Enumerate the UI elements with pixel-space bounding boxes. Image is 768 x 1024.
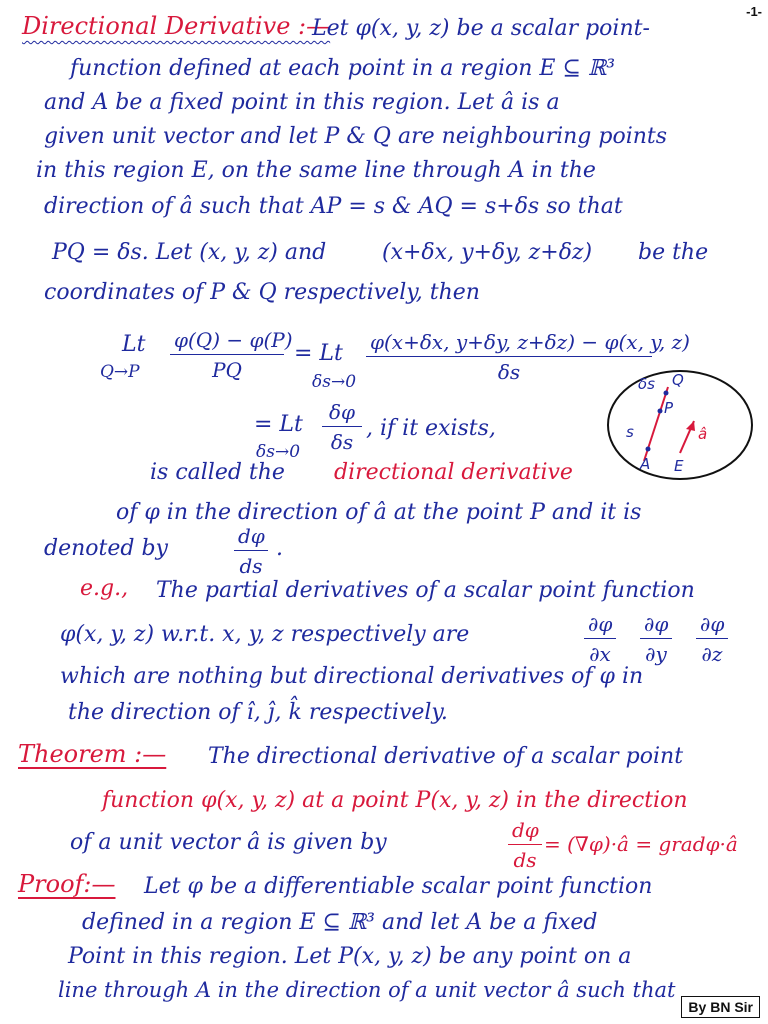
point-p-dot [658,409,663,414]
point-q-dot [664,391,669,396]
partial-z-denominator: ∂z [701,642,723,666]
proof-label: Proof:— [18,870,116,898]
intro-line-5: in this region E, on the same line through A in the [36,158,596,183]
theorem-line-2: function φ(x, y, z) at a point P(x, y, z) in the direction [102,788,688,813]
partial-z-numerator: ∂φ [696,612,728,639]
eq2-lt-subscript: δs→0 [256,442,301,462]
theorem-line-3: of a unit vector â is given by [70,830,387,855]
intro-line-8: coordinates of P & Q respectively, then [44,280,480,305]
intro-line-7c: be the [638,240,709,265]
intro-line-7a: PQ = δs. Let (x, y, z) and [52,240,327,265]
term-directional-derivative: directional derivative [334,460,573,485]
theorem-derivative-denominator: ds [513,848,537,872]
eq1-lt: Lt [122,332,146,357]
intro-line-3: and A be a fixed point in this region. Let â is a [44,90,560,115]
theorem-line-1: The directional derivative of a scalar point [208,744,684,769]
eq1-lt-subscript: Q→P [100,362,140,382]
example-line-3: which are nothing but directional derivatives of φ in [60,664,644,689]
example-line-1: The partial derivatives of a scalar point function [156,578,695,603]
eq2-fraction [322,400,362,454]
eq2-equals-lt: = Lt [254,412,303,437]
eq1-numerator-left: φ(Q) − φ(P) [170,328,284,355]
section-heading-directional-derivative: Directional Derivative :— [22,12,331,40]
intro-line-1: Let φ(x, y, z) be a scalar point- [312,16,650,41]
eq1-denominator-right: δs [497,360,521,384]
denoted-derivative-denominator: ds [239,554,263,578]
label-q: Q [672,371,684,389]
denoted-period: . [276,536,283,561]
region-diagram [602,365,762,485]
theorem-formula: = (∇φ)·â = gradφ·â [544,832,738,856]
direction-arrowhead [686,421,695,431]
denoted-derivative [234,524,268,578]
eq1-equals-lt: = Lt [294,341,343,366]
proof-line-4: line through A in the direction of a unit vector â such that [58,978,676,1002]
proof-line-1: Let φ be a differentiable scalar point function [144,874,653,899]
partial-y [640,612,672,666]
partial-x-numerator: ∂φ [584,612,616,639]
intro-line-2: function defined at each point in a region E ⊆ ℝ³ [70,56,616,81]
denoted-derivative-numerator: dφ [234,524,268,551]
eq2-numerator: δφ [322,400,362,427]
proof-line-3: Point in this region. Let P(x, y, z) be any point on a [68,944,632,969]
proof-line-2: defined in a region E ⊆ ℝ³ and let A be a fixed [82,910,598,935]
partial-x-denominator: ∂x [589,642,611,666]
called-line-2: of φ in the direction of â at the point P and it is [116,500,642,525]
label-s: s [626,423,634,441]
label-a: A [640,455,651,473]
point-a-dot [646,447,651,452]
theorem-derivative [508,818,542,872]
eq2-denominator: δs [330,430,354,454]
example-line-4: the direction of î, ĵ, k̂ respectively. [68,700,448,725]
denoted-by-text: denoted by [44,536,168,561]
partial-y-denominator: ∂y [645,642,667,666]
label-p: P [664,399,674,417]
author-badge: By BN Sir [681,996,760,1018]
theorem-derivative-numerator: dφ [508,818,542,845]
example-line-2: φ(x, y, z) w.r.t. x, y, z respectively are [60,622,470,647]
called-line-prefix: is called the [150,460,285,485]
partial-y-numerator: ∂φ [640,612,672,639]
intro-line-4: given unit vector and let P & Q are neighbouring points [44,124,668,149]
theorem-label: Theorem :— [18,740,167,768]
eq1-fraction-left [170,328,293,382]
eq1-denominator-left: PQ [212,358,242,382]
eq1-lt-subscript-2: δs→0 [312,372,357,392]
label-delta-s: δs [638,375,655,393]
intro-line-6: direction of â such that AP = s & AQ = s+δs so that [44,194,623,219]
eq2-condition: , if it exists, [366,416,496,441]
intro-line-7b: (x+δx, y+δy, z+δz) [382,240,593,265]
partial-x [584,612,616,666]
partial-z [696,612,728,666]
label-a-hat: â [698,425,708,443]
example-label: e.g., [80,576,129,601]
label-e: E [674,457,684,475]
page-number: -1- [746,4,762,19]
eq1-numerator-right: φ(x+δx, y+δy, z+δz) − φ(x, y, z) [366,330,652,357]
